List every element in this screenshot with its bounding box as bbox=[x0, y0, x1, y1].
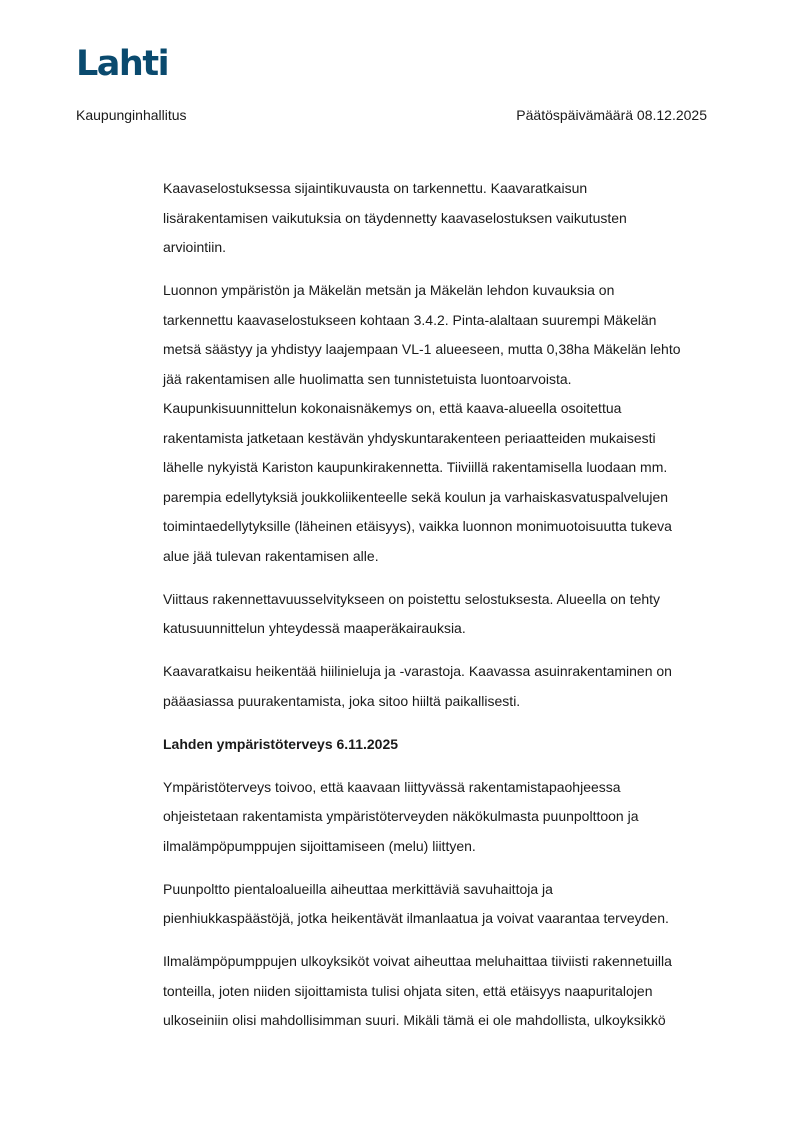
lahti-logo: Lahti bbox=[76, 44, 169, 84]
paragraph bbox=[163, 585, 723, 644]
document-body bbox=[163, 174, 723, 1049]
text-line: Ympäristöterveys toivoo, että kaavaan liittyvässä rakentamistapaohjeessa bbox=[163, 778, 621, 795]
text-line: parempia edellytyksiä joukkoliikenteelle sekä koulun ja varhaiskasvatuspalvelujen bbox=[163, 488, 669, 505]
text-line: Luonnon ympäristön ja Mäkelän metsän ja Mäkelän lehdon kuvauksia on bbox=[163, 282, 615, 298]
paragraph bbox=[163, 276, 723, 571]
text-line: Kaavaratkaisu heikentää hiilinieluja ja -varastoja. Kaavassa asuinrakentaminen on bbox=[163, 663, 672, 679]
text-line: Ilmalämpöpumppujen ulkoyksiköt voivat aiheuttaa meluhaittaa tiiviisti rakennetuilla bbox=[163, 953, 672, 969]
text-line: alue jää tulevan rakentamisen alle. bbox=[163, 547, 379, 564]
department-name: Kaupunginhallitus bbox=[76, 107, 187, 123]
text-line: Kaupunkisuunnittelun kokonaisnäkemys on, että kaava-alueella osoitettua bbox=[163, 400, 622, 416]
text-line: jää rakentamisen alle huolimatta sen tunnistetuista luontoarvoista. bbox=[163, 370, 572, 387]
text-line: rakentamista jatketaan kestävän yhdyskuntarakenteen periaatteiden mukaisesti bbox=[163, 429, 656, 446]
text-line: metsä säästyy ja yhdistyy laajempaan VL-1 alueeseen, mutta 0,38ha Mäkelän lehto bbox=[163, 341, 681, 357]
text-line: lähelle nykyistä Kariston kaupunkirakennetta. Tiiviillä rakentamisella luodaan mm. bbox=[163, 459, 668, 475]
text-line: arviointiin. bbox=[163, 239, 227, 255]
text-line: lisärakentamisen vaikutuksia on täydennetty kaavaselostuksen vaikutusten bbox=[163, 209, 627, 226]
text-line: pääasiassa puurakentamista, joka sitoo hiiltä paikallisesti. bbox=[163, 692, 521, 709]
paragraph bbox=[163, 174, 723, 263]
decision-date: Päätöspäivämäärä 08.12.2025 bbox=[516, 107, 707, 123]
paragraph bbox=[163, 875, 723, 934]
text-line: ulkoseiniin olisi mahdollisimman suuri. Mikäli tämä ei ole mahdollista, ulkoyksikkö bbox=[163, 1012, 666, 1028]
text-line: toimintaedellytyksille (läheinen etäisyys), vaikka luonnon monimuotoisuutta tukeva bbox=[163, 518, 672, 534]
heading-text: Lahden ympäristöterveys 6.11.2025 bbox=[163, 735, 399, 752]
text-line: pienhiukkaspäästöjä, jotka heikentävät ilmanlaatua ja voivat vaarantaa terveyden. bbox=[163, 910, 669, 926]
section-heading bbox=[163, 730, 723, 760]
text-line: tonteilla, joten niiden sijoittamista tulisi ohjata siten, että etäisyys naapuritalojen bbox=[163, 982, 653, 999]
text-line: ilmalämpöpumppujen sijoittamiseen (melu) liittyen. bbox=[163, 837, 476, 854]
text-line: tarkennettu kaavaselostukseen kohtaan 3.4.2. Pinta-alaltaan suurempi Mäkelän bbox=[163, 311, 657, 328]
paragraph bbox=[163, 657, 723, 716]
text-line: Kaavaselostuksessa sijaintikuvausta on tarkennettu. Kaavaratkaisun bbox=[163, 180, 588, 196]
paragraph bbox=[163, 773, 723, 862]
text-line: katusuunnittelun yhteydessä maaperäkairauksia. bbox=[163, 620, 466, 636]
text-line: ohjeistetaan rakentamista ympäristöterveyden näkökulmasta puunpolttoon ja bbox=[163, 808, 639, 824]
text-line: Viittaus rakennettavuusselvitykseen on poistettu selostuksesta. Alueella on tehty bbox=[163, 590, 661, 607]
paragraph bbox=[163, 947, 723, 1036]
text-line: Puunpoltto pientaloalueilla aiheuttaa merkittäviä savuhaittoja ja bbox=[163, 880, 553, 897]
